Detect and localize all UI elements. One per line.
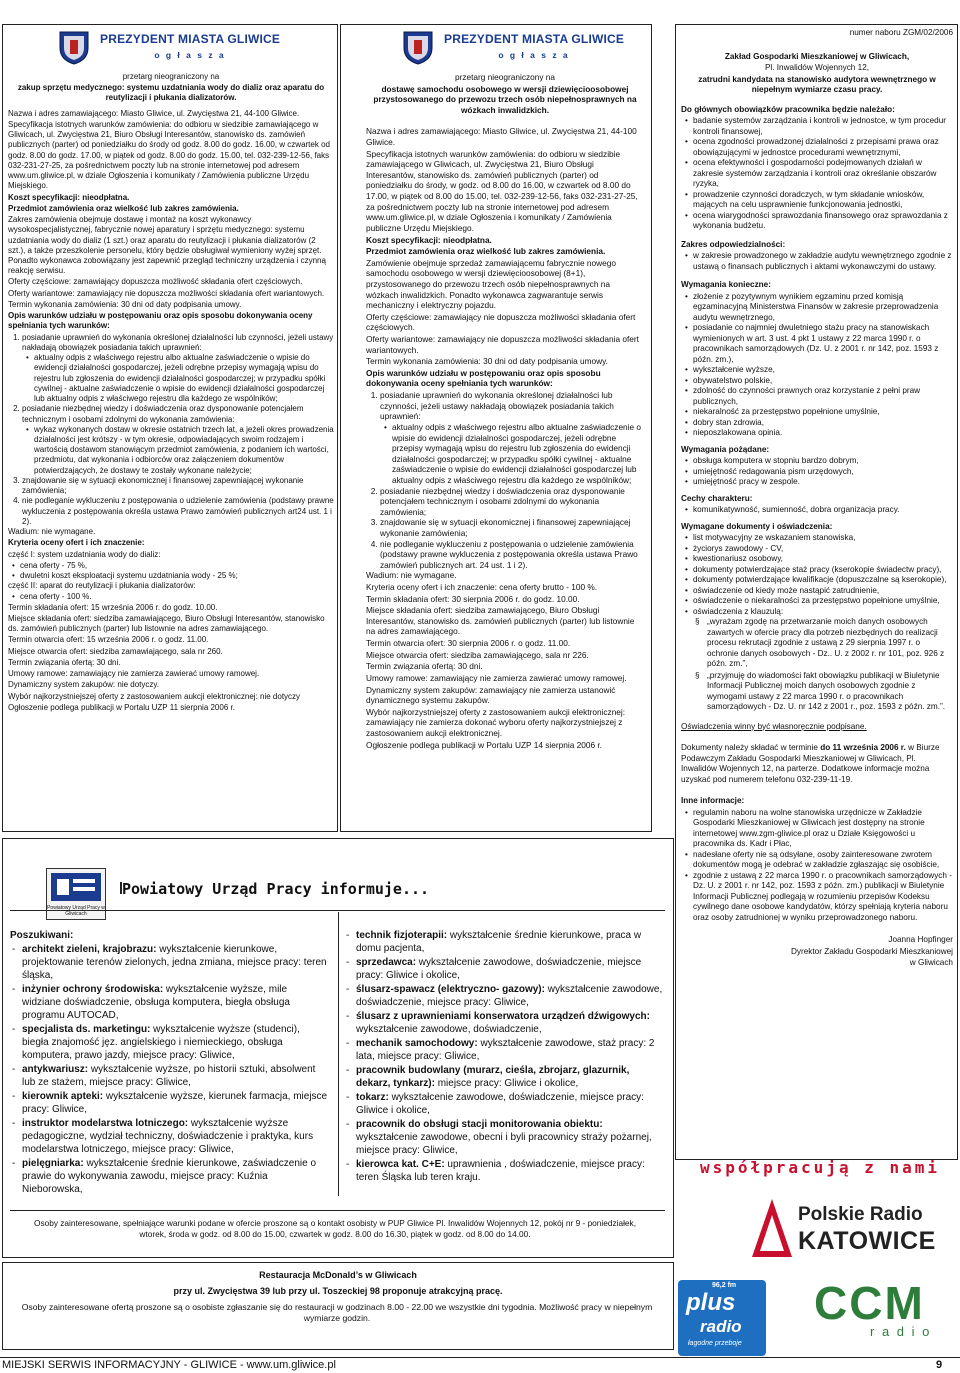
des-list — [681, 456, 953, 488]
ad-p17: Umowy ramowe: zamawiający nie zamierza zawierać umowy ramowej. — [366, 672, 627, 683]
polskie-radio-logo — [750, 1195, 955, 1261]
pup-heading: Poszukiwani: — [10, 930, 74, 941]
ccm-radio-name: CCM — [814, 1277, 925, 1329]
ad-p15: Miejsce otwarcia ofert: siedziba zamawiającego, sala nr 226. — [366, 649, 589, 660]
job-offer-item: - inżynier ochrony środowiska: wykształcenie wyższe, mile widziane doświadczenie, obsługa komputera, biegła obsługa programu AUTOCAD, — [22, 983, 328, 1022]
ad-p19: Umowy ramowe: zamawiający nie zamierza zawierać umowy ramowej. — [8, 669, 260, 679]
plus-radio-mid: radio — [700, 1317, 742, 1336]
ad-p20: Ogłoszenie podlega publikacji w Portalu UZP 14 sierpnia 2006 r. — [366, 739, 602, 750]
ad-p10: Wadium: nie wymagane. — [8, 527, 96, 537]
list-item: • oświadczenie od kiedy może nastąpić zatrudnienie, — [693, 586, 953, 597]
job-offer-item: - ślusarz-spawacz (elektryczno- gazowy): wykształcenie zawodowe, doświadczenie, miejsce pracy: Gliwice, — [356, 983, 666, 1009]
job-offer-item: - specjalista ds. marketingu: wykształcenie wyższe (studenci), biegła znajomość jęz. angielskiego i niemieckiego, obsługa komputera, prawo jazdy, miejsce pracy: Gliwice, — [22, 1023, 328, 1062]
pup-logo-icon — [47, 869, 105, 905]
ad-p21: Wybór najkorzystniejszej oferty z zastosowaniem aukcji elektronicznej: nie dotyczy — [8, 691, 301, 701]
docs-title: Wymagane dokumenty i oświadczenia: — [681, 521, 833, 531]
ad-p3: Koszt specyfikacji: nieodpłatna. — [8, 192, 130, 202]
signer-name: Joanna Hopfinger — [888, 935, 953, 944]
ad-p4: Przedmiot zamówienia oraz wielkość lub zakres zamówienia. — [8, 203, 239, 213]
pup-title: Powiatowy Urząd Pracy informuje... — [122, 880, 430, 898]
list-item: • cena oferty - 75 %, — [20, 561, 334, 571]
ad-p6: Oferty częściowe: zamawiający nie dopuszcza możliwości składania ofert częściowych. — [366, 311, 636, 333]
list-item: • dwuletni koszt eksploatacji systemu uzdatniania wody - 25 %; — [20, 571, 334, 581]
list-item: 2. posiadanie niezbędnej wiedzy i doświadczenia oraz dysponowanie potencjałem technicznym i osobami zdolnymi do wykonania zamówienia; — [380, 486, 644, 518]
list-item: • zdolność do czynności prawnych oraz korzystanie z pełni praw publicznych, — [693, 386, 953, 407]
list-item: • posiadanie co najmniej dwuletniego stażu pracy na stanowiskach wymienionych w art. 3 ust. 4 pkt 1 ustawy z 22 marca 1990 r. o pracownikach samorządowych (Dz. U. z 2001 r. nr 142, poz. 1593 z późn. zm.), — [693, 323, 953, 365]
pup-left-list — [10, 943, 328, 1196]
ad-title: PREZYDENT MIASTA GLIWICE — [444, 32, 625, 46]
list-item: • komunikatywność, sumienność, dobra organizacja pracy. — [693, 505, 953, 516]
list-item: 3. znajdowanie się w sytuacji ekonomicznej i finansowej zapewniającej wykonanie zamówienia; — [22, 476, 334, 496]
pup-right-list — [344, 929, 666, 1184]
list-item: • aktualny odpis z właściwego rejestru albo aktualne zaświadczenie o wpisie do ewidencji działalności gospodarczej, jeżeli odrębne przepisy wymagają wpisu do rejestru lub zgłoszenia do ewidencji działalności gospodarczej; w przypadku spółki cywilnej - aktualne zaświadczenie o wpisie do ewidencji działalności gospodarczej lub aktualny odpis z właściwego rejestru dla każdego ze wspólników; — [34, 353, 334, 404]
job-offer-item: - sprzedawca: wykształcenie zawodowe, doświadczenie, miejsce pracy: Gliwice i okolice, — [356, 956, 666, 982]
polskie-radio-icon — [750, 1197, 794, 1259]
list-item: • niekaralność za przestępstwo popełnione umyślnie, — [693, 407, 953, 418]
list-item: 3. znajdowanie się w sytuacji ekonomicznej i finansowej zapewniającej wykonanie zamówienia; — [380, 517, 644, 538]
list-item: • nieposzlakowana opinia. — [693, 428, 953, 439]
pup-footer: Osoby zainteresowane, spełniające warunki podane w ofercie proszone są o kontakt osobisty w PUP Gliwice Pl. Inwalidów Wojennych 12, pokój nr 9 - poniedziałek, wtorek, środa w godz. od 8.00 do 15.00, czwartek w godz. 8.00 do 16.30, piątek w godz. od 8.00 do 14.00. — [34, 1218, 636, 1239]
divider — [338, 912, 339, 1196]
job-offer-item: - kierowca kat. C+E: uprawnienia , doświadczenie, miejsce pracy: teren Śląska lub teren kraju. — [356, 1158, 666, 1184]
gliwice-crest-icon — [58, 30, 90, 66]
list-item: • zgodnie z ustawą z 22 marca 1990 r. o pracownikach samorządowych - Dz. U. z 2001 r. nr 142, poz. 1593 z późn. zm.) publikacji w Biuletynie Informacji Publicznej podlegają w rozumieniu przepisów Kodeksu cywilnego dane osobowe kandydatów, którzy spełniają kryteria naboru oraz osoby zatrudnionej w wyniku przeprowadzonego naboru. — [693, 871, 953, 924]
ad-p22: Ogłoszenie podlega publikacji w Portalu UZP 11 sierpnia 2006 r. — [8, 702, 235, 712]
ad-p6: Oferty częściowe: zamawiający dopuszcza możliwość składania ofert częściowych. — [8, 277, 303, 287]
duties-title: Do głównych obowiązków pracownika będzie należało: — [681, 104, 895, 114]
ad-p14: Termin składania ofert: 15 września 2006 r. do godz. 10.00. — [8, 602, 218, 612]
list-item: • w zakresie prowadzonego w zakładzie audytu wewnętrznego zgodnie z ustawą o finansach publicznych i aktami wykonawczymi do ustawy. — [693, 251, 953, 272]
tender-ad-medical-content — [8, 30, 334, 714]
list-item: • złożenie z pozytywnym wynikiem egzaminu przed komisją egzaminacyjną Ministerstwa Finansów w zakresie przeprowadzenia audytu wewnętrznego, — [693, 292, 953, 324]
conditions-list — [366, 390, 644, 570]
pup-left-column — [10, 929, 328, 1197]
req-title: Wymagania konieczne: — [681, 280, 771, 289]
ad-p14: Termin otwarcia ofert: 30 sierpnia 2006 r. o godz. 11.00. — [366, 638, 571, 649]
list-item: • umiejętność redagowania pism urzędowych, — [693, 467, 953, 478]
ad-p2: Specyfikacja istotnych warunków zamówienia: do odbioru w siedzibie zamawiającego w Gliwicach, ul. Zwycięstwa 21, Biuro Obsługi Interesantów, stanowisko ds. zamówień publicznych (parter) od poniedziałku do środy od godz. 8.00 do godz. 16.00, w czwartek od godz. 8.00 do godz. 17.00, w piątek od godz. 8.00 do godz. 15.00, tel. 032-239-12-56, faks 032-231-27-25, za pośrednictwem poczty lub na stronie internetowej pod adresem www.um.gliwice.pl, w dziale Ogłoszenia i komunikaty / Zamówienia publiczne Urzędu Miejskiego. — [8, 119, 330, 191]
list-item: • ocena zgodności prowadzonej działalności z przepisami prawa oraz obowiązującymi w jednostce procedurami wewnętrznymi, — [693, 137, 953, 158]
ad-p5: Zamówienie obejmuje sprzedaż zamawiającemu fabrycznie nowego samochodu osobowego w wersji dziewięcioosobowej (8+1), przystosowanego do przewozu trzech osób niepełnosprawnych na wózkach inwalidzkich. Ponadto wykonawca zagwarantuje serwis mechaniczny i elektryczny pojazdu. — [366, 257, 616, 311]
ad-subtitle: o g ł a s z a — [498, 50, 570, 60]
job-offer-item: - pracownik do obsługi stacji monitorowania obiektu: wykształcenie zawodowe, obecni i byli pracownicy straży pożarnej, miejsce pracy: Gliwice, — [356, 1118, 666, 1157]
clauses-list — [681, 617, 953, 713]
ad-p12: część I: system uzdatniania wody do dializ: — [8, 549, 161, 559]
list-item: 1. posiadanie uprawnień do wykonania określonej działalności lub czynności, jeżeli ustawy nakładają obowiązek posiadania takich uprawnień: • aktualny odpis z właściwego rejestru albo aktualne zaświadczenie o wpisie do ewidencji działalności gospodarczej, jeżeli odrębne przepisy wymagają wpisu do rejestru lub zgłoszenia do ewidencji działalności gospodarczej; w przypadku spółki cywilnej - aktualne zaświadczenie o wpisie do ewidencji działalności gospodarczej lub aktualny odpis z właściwego rejestru dla każdego ze wspólników; — [22, 333, 334, 405]
footer-left: MIEJSKI SERWIS INFORMACYJNY - GLIWICE - www.um.gliwice.pl — [2, 1359, 336, 1371]
ad-p16: Termin związania ofertą: 30 dni. — [366, 661, 483, 672]
ad-p17: Miejsce otwarcia ofert: siedziba zamawiającego, sala nr 260. — [8, 646, 223, 656]
ad-p7: Oferty wariantowe: zamawiający nie dopuszcza możliwości składania ofert wariantowych. — [366, 334, 639, 355]
job-offer-item: - instruktor modelarstwa lotniczego: wykształcenie wyższe pedagogiczne, wydział techniczny, doświadczenie i praktyka, kurs modelarstwa lotniczego, miejsce pracy: Gliwice, — [22, 1117, 328, 1156]
list-item: • życiorys zawodowy - CV, — [693, 544, 953, 555]
list-item: • dobry stan zdrowia, — [693, 418, 953, 429]
job-offer-item: - antykwariusz: wykształcenie wyższe, po historii sztuki, absolwent lub ze stażem, miejsce pracy: Gliwice, — [22, 1063, 328, 1089]
list-item: 4. nie podleganie wykluczeniu z postępowania o udzielenie zamówienia (podstawy prawne wykluczenia z postępowania określa ustawa Prawo zamówień publicznych art. 24 ust. 1 i 2). — [380, 539, 644, 571]
deadline: Dokumenty należy składać w terminie do 11 września 2006 r. w Biurze Podawczym Zakładu Gospodarki Mieszkaniowej w Gliwicach, Pl. Inwalidów Wojennych 12, na parterze. Dodatkowe informacje można uzyskać pod numerem telefonu 032-239-11-19. — [681, 743, 940, 784]
list-item: • cena oferty - 100 %. — [20, 592, 334, 602]
mcd-line1: Restauracja McDonald’s w Gliwicach — [259, 1270, 417, 1280]
ad-p4: Przedmiot zamówienia oraz wielkość lub zakres zamówienia. — [366, 246, 606, 257]
mcd-line3: Osoby zainteresowane ofertą proszone są o osobiste zgłaszanie się do restauracji w godzinach 8.00 - 22.00 we wszystkie dni tygodnia. Możliwość pracy w niepełnym wymiarze godzin. — [21, 1302, 653, 1323]
mcd-line2: przy ul. Zwycięstwa 39 lub przy ul. Toszeckiej 98 proponuje atrakcyjną pracę. — [173, 1286, 503, 1296]
list-item: • list motywacyjny ze wskazaniem stanowiska, — [693, 533, 953, 544]
ad-subtitle: o g ł a s z a — [154, 50, 226, 60]
plus-radio-logo — [678, 1280, 766, 1356]
list-item: • oświadczenia z klauzulą: — [693, 607, 953, 618]
pup-logo — [46, 868, 106, 920]
employer-name: Zakład Gospodarki Mieszkaniowej w Gliwicach, — [724, 51, 910, 61]
other-title: Inne informacje: — [681, 796, 745, 805]
ad-p13: część II: aparat do reutylizacji i płukania dializatorów: — [8, 581, 196, 591]
job-offer-item: - pracownik budowlany (murarz, cieśla, zbrojarz, glazurnik, dekarz, tynkarz): miejsce pracy: Gliwice i okolice, — [356, 1064, 666, 1090]
ad-p3: Koszt specyfikacji: nieodpłatna. — [366, 234, 492, 245]
list-item: • badanie systemów zarządzania i kontroli w jednostce, w tym procedur kontroli finansowej, — [693, 116, 953, 137]
list-item: • prowadzenie czynności doradczych, w tym składanie wniosków, mających na celu usprawnienie funkcjonowania jednostki, — [693, 190, 953, 211]
ad-p8: Termin wykonania zamówienia: 30 dni od daty podpisania umowy. — [366, 356, 608, 367]
ad-intro: przetarg nieograniczony na — [454, 72, 556, 82]
job-offer-item: - technik fizjoterapii: wykształcenie średnie kierunkowe, praca w domu pacjenta, — [356, 929, 666, 955]
list-item: • ocena efektywności i gospodarności podejmowanych działań w zakresie systemów zarządzania i kontroli oraz określanie obszarów ryzyka, — [693, 158, 953, 190]
signer-role: Dyrektor Zakładu Gospodarki Mieszkaniowej — [791, 946, 953, 956]
job-offer-item: - ślusarz z uprawnieniami konserwatora urządzeń dźwigowych: wykształcenie zawodowe, doświadczenie, — [356, 1010, 666, 1036]
conditions-list — [8, 333, 334, 527]
list-item: • ocena wiarygodności sprawozdania finansowego oraz sprawozdania z wykonania budżetu. — [693, 211, 953, 232]
ad-p20: Dynamiczny system zakupów: nie dotyczy. — [8, 680, 160, 690]
ad-p11: Kryteria oceny ofert i ich znaczenie: — [8, 538, 145, 548]
ad-p1: Nazwa i adres zamawiającego: Miasto Gliwice, ul. Zwycięstwa 21, 44-100 Gliwice. — [8, 108, 300, 118]
req-list — [681, 292, 953, 439]
ad-subject: dostawę samochodu osobowego w wersji dziewięcioosobowej przystosowanego do przewozu trzech osób niepełnosprawnych na wózkach inwalidzkich. — [373, 83, 637, 115]
list-item: • wykształcenie wyższe, — [693, 365, 953, 376]
ad-p7: Oferty wariantowe: zamawiający nie dopuszcza możliwości składania ofert wariantowych. — [8, 288, 325, 298]
partners-heading: współpracują z nami — [699, 1158, 941, 1177]
divider — [10, 1210, 665, 1211]
ref-number: numer naboru ZGM/02/2006 — [849, 28, 953, 37]
ad-p9: Opis warunków udziału w postępowaniu oraz opis sposobu dokonywania oceny spełniania tych warunków: — [8, 311, 313, 331]
list-item: • kwestionariusz osobowy, — [693, 554, 953, 565]
duties-list — [681, 116, 953, 232]
pup-logo-caption: Powiatowy Urząd Pracy w Gliwicach — [47, 905, 105, 918]
list-item: 1. posiadanie uprawnień do wykonania określonej działalności lub czynności, jeżeli ustawy nakładają obowiązek posiadania takich uprawnień: • aktualny odpis z właściwego rejestru albo aktualne zaświadczenie o wpisie do ewidencji działalności gospodarczej, jeżeli odrębne przepisy wymagają wpisu do rejestru lub zgłoszenia do ewidencji działalności gospodarczej; w przypadku spółki cywilnej - aktualne zaświadczenie o wpisie do ewidencji działalności gospodarczej lub aktualny odpis z właściwego rejestru dla każdego ze wspólników; — [380, 390, 644, 485]
gliwice-crest-icon — [402, 30, 434, 66]
ad-p16: Termin otwarcia ofert: 15 września 2006 r. o godz. 11.00. — [8, 635, 209, 645]
ad-p12: Termin składania ofert: 30 sierpnia 2006 r. do godz. 10.00. — [366, 593, 580, 604]
job-offer-item: - architekt zieleni, krajobrazu: wykształcenie kierunkowe, projektowanie terenów zielonych, jedna zmiana, miejsce pracy: teren śląska, — [22, 943, 328, 982]
ad-subject: zakup sprzętu medycznego: systemu uzdatniania wody do dializ oraz aparatu do reutylizacji i płukania dializatorów. — [17, 83, 325, 103]
list-item: • umiejętność pracy w zespole. — [693, 477, 953, 488]
ad-p18: Dynamiczny system zakupów: zamawiający nie zamierza ustanowić dynamicznego systemu zakupów. — [366, 684, 616, 706]
plus-radio-freq: 96,2 fm — [712, 1282, 737, 1289]
job-ad-auditor-content — [681, 28, 953, 970]
job-headline: zatrudni kandydata na stanowisko audytora wewnętrznego w niepełnym wymiarze czasu pracy. — [698, 74, 936, 94]
employer-address: Pl. Inwalidów Wojennych 12, — [764, 63, 870, 72]
ccm-radio-logo — [800, 1277, 960, 1346]
job-offer-item: - kierownik apteki: wykształcenie wyższe, kierunek farmacja, miejsce pracy: Gliwice, — [22, 1090, 328, 1116]
job-offer-item: - pielęgniarka: wykształcenie średnie kierunkowe, zaświadczenie o prawie do wykonywania zawodu, miejsce pracy: Kuźnia Nieborowska, — [22, 1157, 328, 1196]
plus-radio-top: plus — [686, 1289, 736, 1316]
pup-right-column — [344, 929, 666, 1185]
list-item: • dokumenty potwierdzające kwalifikacje (dopuszczalne są kserokopie), — [693, 575, 953, 586]
signer-place: w Gliwicach — [909, 958, 953, 967]
list-item: • nadesłane oferty nie są odsyłane, osoby zainteresowane zwrotem dokumentów mogą je odebrać w zakładzie zgłaszając się osobiście, — [693, 850, 953, 871]
ad-title: PREZYDENT MIASTA GLIWICE — [100, 32, 281, 46]
list-item: • obsługa komputera w stopniu bardzo dobrym, — [693, 456, 953, 467]
ad-p18: Termin związania ofertą: 30 dni. — [8, 657, 121, 667]
ad-p9: Opis warunków udziału w postępowaniu oraz opis sposobu dokonywania oceny spełniania tych warunków: — [366, 367, 601, 389]
resp-list — [681, 251, 953, 272]
ad-p2: Specyfikacja istotnych warunków zamówienia: do odbioru w siedzibie zamawiającego w Gliwicach, ul. Zwycięstwa 21, Biuro Obsługi Interesantów, stanowisko ds. zamówień publicznych (parter) od poniedziałku do środy, w godz. od 8.00 do 16.00, w czwartek od 8.00 do 17.00, w piątek od 8.00 do 15.00, tel. 032-239-12-56, faks 032-231-27-25, za pośrednictwem poczty lub na stronie internetowej pod adresem www.um.gliwice.pl, w dziale Ogłoszenia i komunikaty / Zamówienia publiczne Urzędu Miejskiego. — [366, 148, 638, 233]
list-item: • dokumenty potwierdzające staż pracy (kserokopie świadectw pracy), — [693, 565, 953, 576]
des-title: Wymagania pożądane: — [681, 444, 770, 454]
docs-note: Oświadczenia winny być własnoręcznie podpisane. — [681, 721, 867, 731]
polskie-radio-line1: Polskie Radio — [798, 1204, 923, 1225]
list-item: • oświadczenie o niekaralności za przestępstwo popełnione umyślnie, — [693, 596, 953, 607]
job-offer-item: - tokarz: wykształcenie zawodowe, doświadczenie, miejsce pracy: Gliwice i okolice, — [356, 1091, 666, 1117]
list-item: § „przyjmuję do wiadomości fakt obowiązku publikacji w Biuletynie Informacji Publicznej moich danych osobowych zgodnie z wymogami ustawy z 22 marca 1990 r. o pracownikach samorządowych - Dz. U. nr 142 z 2001 r., poz. 1593 z późn. zm.”. — [691, 671, 953, 713]
ad-p8: Termin wykonania zamówienia: 30 dni od daty podpisania umowy. — [8, 299, 242, 309]
list-item: • aktualny odpis z właściwego rejestru albo aktualne zaświadczenie o wpisie do ewidencji działalności gospodarczej, jeżeli odrębne przepisy wymagają wpisu do rejestru lub zgłoszenia do ewidencji działalności gospodarczej; w przypadku spółki cywilnej - aktualne zaświadczenie o wpisie do ewidencji działalności gospodarczej lub aktualny odpis z właściwego rejestru dla każdego ze wspólników; — [392, 422, 644, 486]
ad-intro: przetarg nieograniczony na — [122, 72, 220, 81]
traits-list — [681, 505, 953, 516]
ad-p1: Nazwa i adres zamawiającego: Miasto Gliwice, ul. Zwycięstwa 21, 44-100 Gliwice. — [366, 126, 637, 148]
job-offer-item: - mechanik samochodowy: wykształcenie zawodowe, staż pracy: 2 lata, miejsce pracy: Gliwice, — [356, 1037, 666, 1063]
polskie-radio-line2: KATOWICE — [798, 1227, 936, 1255]
divider — [10, 910, 665, 911]
traits-title: Cechy charakteru: — [681, 493, 753, 503]
list-item: § „wyrażam zgodę na przetwarzanie moich danych osobowych zawartych w ofercie pracy dla potrzeb niezbędnych do realizacji procesu rekrutacji zgodnie z ustawą z 29 sierpnia 1997 r. o ochronie danych osobowych - Dz.. U. z 2002 r. nr 101, poz. 926 z późn. zm.”, — [691, 617, 953, 670]
list-item: • wykaz wykonanych dostaw w okresie ostatnich trzech lat, a jeżeli okres prowadzenia działalności jest krótszy - w tym okresie, odpowiadających swoim rodzajem i wartością dostawom stanowiącym przedmiot zamówienia, z podaniem ich wartości, przedmiotu, dat wykonania i odbiorców oraz załączeniem dokumentów potwierdzających, że dostawy te zostały wykonane należycie; — [34, 425, 334, 476]
list-item: 4. nie podleganie wykluczeniu z postępowania o udzielenie zamówienia (podstawy prawne wykluczenia z postępowania określa ustawa Prawo zamówień publicznych art24 ust. 1 i 2). — [22, 496, 334, 527]
footer-page-number: 9 — [936, 1359, 943, 1371]
plus-radio-tag: łagodne przeboje — [688, 1340, 742, 1347]
tender-ad-vehicle-content — [366, 30, 644, 751]
ad-p15: Miejsce składania ofert: siedziba zamawiającego, Biuro Obsługi Interesantów, stanowisko ds. zamówień publicznych (parter) lub listownie na adres zamawiającego. — [8, 613, 325, 634]
docs-list — [681, 533, 953, 617]
ad-p10: Wadium: nie wymagane. — [366, 570, 457, 581]
ccm-radio-sub: r a d i o — [870, 1324, 932, 1339]
ad-p19: Wybór najkorzystniejszej oferty z zastosowaniem aukcji elektronicznej: zamawiający nie zamierza dokonać wyboru oferty najkorzystniejszej z zastosowaniem aukcji elektronicznej. — [366, 706, 626, 738]
other-list — [681, 808, 953, 924]
ad-p11: Kryteria oceny ofert i ich znaczenie: cena oferty brutto - 100 %. — [366, 582, 598, 593]
ad-p5: Zakres zamówienia obejmuje dostawę i montaż na koszt wykonawcy wysokospecjalistycznej, fabrycznie nowej aparatury i sprzętu medycznego: systemu uzdatniania wody do dializ (1 szt.) oraz aparatu do reutylizacji i płukania dializatorów (2 szt.), a także przeszkolenie personelu, który będzie obsługiwał wymieniony wyżej sprzęt. Ponadto wykonawca zobowiązany jest zapewnić przegląd techniczny urządzenia i czynną reakcję serwisu. — [8, 215, 326, 276]
list-item: • obywatelstwo polskie, — [693, 376, 953, 387]
list-item: 2. posiadanie niezbędnej wiedzy i doświadczenia oraz dysponowanie potencjałem technicznym i osobami zdolnymi do wykonania zamówienia: • wykaz wykonanych dostaw w okresie ostatnich trzech lat, a jeżeli okres prowadzenia działalności jest krótszy - w tym okresie, odpowiadających swoim rodzajem i wartością dostawom stanowiącym przedmiot zamówienia, z podaniem ich wartości, przedmiotu, dat wykonania i odbiorców oraz załączeniem dokumentów potwierdzających, że dostawy te zostały wykonane należycie; — [22, 404, 334, 476]
resp-title: Zakres odpowiedzialności: — [681, 239, 786, 249]
ad-p13: Miejsce składania ofert: siedziba zamawiającego, Biuro Obsługi Interesantów, stanowisko ds. zamówień publicznych (parter) lub listownie na adres zamawiającego. — [366, 605, 635, 637]
list-item: • regulamin naboru na wolne stanowiska urzędnicze w Zakładzie Gospodarki Mieszkaniowej w Gliwicach jest dostępny na stronie internetowej www.zgm-gliwice.pl oraz u Działe Księgowości u pracownika ds. Kadr i Płac, — [693, 808, 953, 850]
